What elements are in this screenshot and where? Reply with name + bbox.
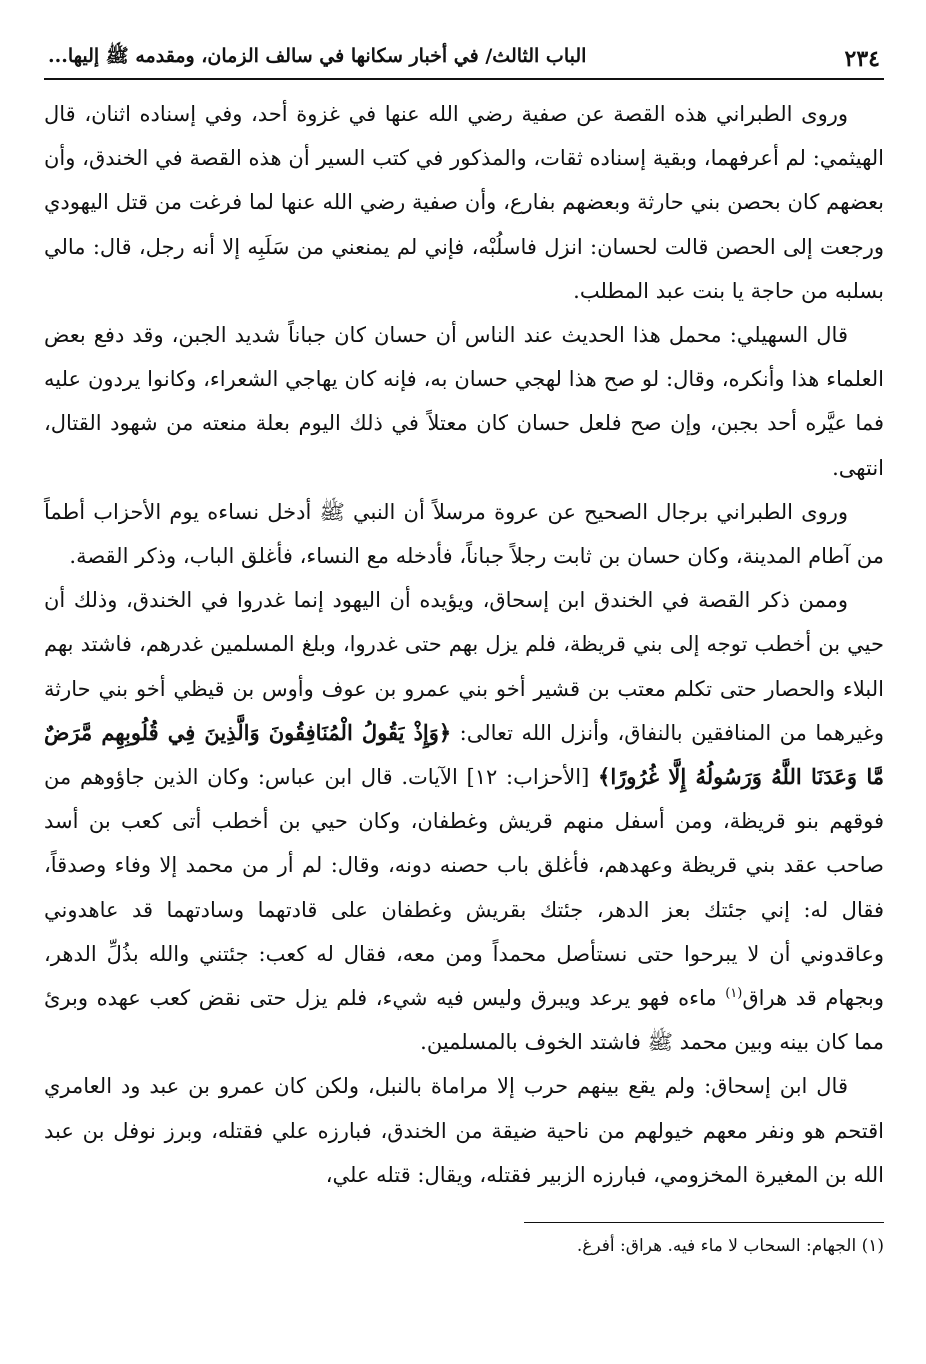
quran-verse: ﴿وَإِذْ يَقُولُ الْمُنَافِقُونَ وَالَّذِينَ فِي قُلُوبِهِم مَّرَضٌ مَّا وَعَدَنَا اللَّهُ وَرَسُولُهُ إِلَّا غُرُورًا﴾ (44, 719, 884, 790)
page-number: ٢٣٤ (844, 46, 880, 72)
paragraph-4-intro: وممن ذكر القصة في الخندق ابن إسحاق، ويؤيده أن اليهود إنما غدروا في الخندق، وذلك أن حيي بن أخطب توجه إلى بني قريظة، فلم يزل بهم حتى غدروا، وبلغ المسلمين غدرهم، فاشتد بهم البلاء والحصار حتى تكلم معتب بن قشير أخو بني عمرو بن عوف وأوس بن قيظي أخو بني حارثة وغيرهما من المنافقين بالنفاق، وأنزل الله تعالى: (44, 588, 884, 745)
footnote: (١) الجهام: السحاب لا ماء فيه. هراق: أفرغ. (576, 1236, 884, 1256)
page-header (44, 40, 884, 80)
paragraph-4 (44, 578, 884, 1064)
paragraph-4-body: الآيات. قال ابن عباس: وكان الذين جاؤوهم من فوقهم بنو قريظة، ومن أسفل منهم قريش وغطفان، وكان حيي بن أخطب أتى كعب بن أسد صاحب عقد بني قريظة وعهدهم، فأغلق باب حصنه دونه، وقال: لم أر من محمد إلا وفاء وصدقاً، فقال له: إني جئتك بعز الدهر، جئتك بقريش وغطفان على قادتهما وسادتهما قد عاهدوني وعاقدوني أن لا يبرحوا حتى نستأصل محمداً ومن معه، فقال له كعب: جئتني والله بذُلِّ الدهر، وبجهام قد هراق (44, 765, 885, 1011)
document-page (44, 40, 884, 1340)
page-body (44, 92, 884, 1197)
running-title: الباب الثالث/ في أخبار سكانها في سالف الزمان، ومقدمه ﷺ إليها... (48, 45, 587, 67)
paragraph-3: وروى الطبراني برجال الصحيح عن عروة مرسلاً أن النبي ﷺ أدخل نساءه يوم الأحزاب أطماً من آطام المدينة، وكان حسان بن ثابت رجلاً جباناً، فأدخله مع النساء، فأغلق الباب، وذكر القصة. (44, 499, 884, 569)
paragraph-1: وروى الطبراني هذه القصة عن صفية رضي الله عنها في غزوة أحد، وفي إسناده اثنان، قال الهيثمي: لم أعرفهما، وبقية إسناده ثقات، والمذكور في كتب السير أن هذه القصة في الخندق، وأن بعضهم كان بحصن بني حارثة وبعضهم بفارع، وأن صفية رضي الله عنها لما فرغت من قتل اليهودي ورجعت إلى الحصن قالت لحسان: انزل فاسلُبْه، فإني لم يمنعني من سَلَبِه إلا أنه رجل، قال: مالي بسلبه من حاجة يا بنت عبد المطلب. (44, 102, 885, 303)
paragraph-5: قال ابن إسحاق: ولم يقع بينهم حرب إلا مراماة بالنبل، ولكن كان عمرو بن عبد ود العامري اقتحم هو ونفر معهم خيولهم من ناحية ضيقة من الخندق، فبارزه علي فقتله، وبرز نوفل بن عبد الله بن المغيرة المخزومي، فبارزه الزبير فقتله، ويقال: قتله علي، (44, 1074, 884, 1187)
verse-reference: [الأحزاب: ١٢] (457, 765, 599, 790)
paragraph-2: قال السهيلي: محمل هذا الحديث عند الناس أن حسان كان جباناً شديد الجبن، وقد دفع بعض العلماء هذا وأنكره، وقال: لو صح هذا لهجي حسان به، فإنه كان يهاجي الشعراء، وكانوا يردون عليه فما عيَّره أحد بجبن، وإن صح فلعل حسان كان معتلاً في ذلك اليوم بعلة منعته من شهود القتال، انتهى. (44, 323, 884, 480)
footnote-marker: (١) (725, 986, 743, 1002)
footnote-divider (524, 1222, 884, 1223)
paragraph-4-end: ماءه فهو يرعد ويبرق وليس فيه شيء، فلم يزل حتى نقض كعب عهده وبرئ مما كان بينه وبين محمد ﷺ فاشتد الخوف بالمسلمين. (44, 986, 884, 1055)
